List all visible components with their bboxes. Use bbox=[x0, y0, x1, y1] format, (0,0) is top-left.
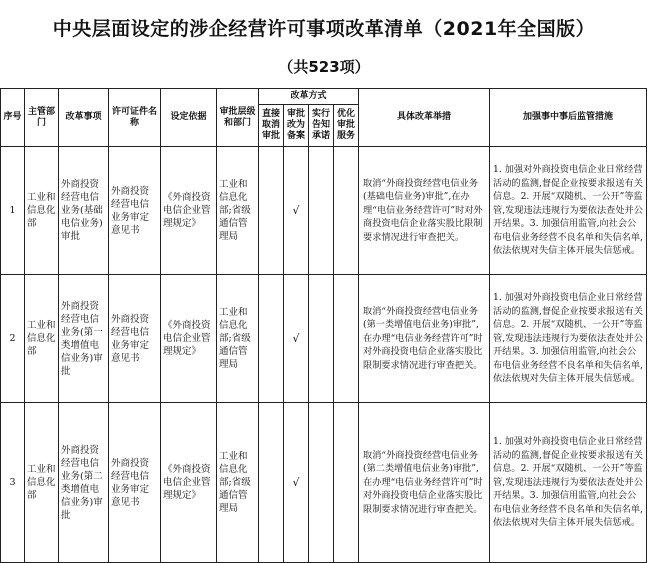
cell-item: 外商投资经营电信业务(第二类增值电信业务)审批 bbox=[59, 403, 109, 563]
header-row-top bbox=[1, 89, 647, 105]
cell-cert: 外商投资经营电信业务审定意见书 bbox=[109, 403, 161, 563]
header-item: 改革事项 bbox=[59, 89, 109, 147]
header-cancel: 直接取消审批 bbox=[259, 105, 284, 147]
cell-level: 工业和信息化部;省级通信管理局 bbox=[217, 403, 259, 563]
cell-cert: 外商投资经营电信业务审定意见书 bbox=[109, 275, 161, 403]
cell-filing-check: √ bbox=[284, 275, 309, 403]
cell-basis: 《外商投资电信企业管理规定》 bbox=[161, 403, 217, 563]
header-commitment: 实行告知承诺 bbox=[309, 105, 334, 147]
document-title: 中央层面设定的涉企经营许可事项改革清单（2021年全国版） bbox=[52, 18, 596, 40]
cell-level: 工业和信息化部;省级通信管理局 bbox=[217, 275, 259, 403]
cell-measures: 取消“外商投资经营电信业务(第一类增值电信业务)审批”,在办理“电信业务经营许可”时对外商投资电信企业落实股比限制要求情况进行审查把关。 bbox=[359, 275, 490, 403]
cell-commitment bbox=[309, 147, 334, 275]
cell-measures: 取消“外商投资经营电信业务(基础电信业务)审批”,在办理“电信业务经营许可”时对外商投资电信企业落实股比限制要求情况进行审查把关。 bbox=[359, 147, 490, 275]
cell-cancel bbox=[259, 147, 284, 275]
cell-commitment bbox=[309, 403, 334, 563]
cell-basis: 《外商投资电信企业管理规定》 bbox=[161, 147, 217, 275]
cell-dept: 工业和信息化部 bbox=[25, 275, 59, 403]
cell-measures: 取消“外商投资经营电信业务(第二类增值电信业务)审批”,在办理“电信业务经营许可”时对外商投资电信企业落实股比限制要求情况进行审查把关。 bbox=[359, 403, 490, 563]
cell-filing-check: √ bbox=[284, 147, 309, 275]
document-subtitle: （共523项） bbox=[278, 58, 370, 76]
cell-seq: 1 bbox=[1, 147, 25, 275]
header-reform-method: 改革方式 bbox=[259, 89, 359, 105]
cell-supervision: 1. 加强对外商投资电信企业日常经营活动的监测,督促企业按要求报送有关信息。2. 开展“双随机、一公开”等监管,发现违法违规行为要依法查处并公开结果。3. 加强信用监管,向社会公布电信业务经营不良名单和失信名单,依法依规对失信主体开展失信惩戒。 bbox=[490, 275, 647, 403]
cell-seq: 2 bbox=[1, 275, 25, 403]
cell-cancel bbox=[259, 275, 284, 403]
cell-item: 外商投资经营电信业务(第一类增值电信业务)审批 bbox=[59, 275, 109, 403]
cell-level: 工业和信息化部;省级通信管理局 bbox=[217, 147, 259, 275]
cell-supervision: 1. 加强对外商投资电信企业日常经营活动的监测,督促企业按要求报送有关信息。2. 开展“双随机、一公开”等监管,发现违法违规行为要依法查处并公开结果。3. 加强信用监管,向社会公布电信业务经营不良名单和失信名单,依法依规对失信主体开展失信惩戒。 bbox=[490, 403, 647, 563]
header-optimize: 优化审批服务 bbox=[334, 105, 359, 147]
cell-seq: 3 bbox=[1, 403, 25, 563]
cell-commitment bbox=[309, 275, 334, 403]
table-row bbox=[1, 147, 647, 275]
table-row bbox=[1, 275, 647, 403]
header-dept: 主管部门 bbox=[25, 89, 59, 147]
cell-cert: 外商投资经营电信业务审定意见书 bbox=[109, 147, 161, 275]
cell-dept: 工业和信息化部 bbox=[25, 147, 59, 275]
header-level: 审批层级和部门 bbox=[217, 89, 259, 147]
cell-dept: 工业和信息化部 bbox=[25, 403, 59, 563]
header-filing: 审批改为备案 bbox=[284, 105, 309, 147]
table-row bbox=[1, 403, 647, 563]
cell-optimize bbox=[334, 147, 359, 275]
header-seq: 序号 bbox=[1, 89, 25, 147]
header-supervision: 加强事中事后监管措施 bbox=[490, 89, 647, 147]
cell-filing-check: √ bbox=[284, 403, 309, 563]
cell-cancel bbox=[259, 403, 284, 563]
reform-list-table bbox=[0, 88, 647, 563]
cell-item: 外商投资经营电信业务(基础电信业务)审批 bbox=[59, 147, 109, 275]
cell-supervision: 1. 加强对外商投资电信企业日常经营活动的监测,督促企业按要求报送有关信息。2. 开展“双随机、一公开”等监管,发现违法违规行为要依法查处并公开结果。3. 加强信用监管,向社会公布电信业务经营不良名单和失信名单,依法依规对失信主体开展失信惩戒。 bbox=[490, 147, 647, 275]
cell-optimize bbox=[334, 403, 359, 563]
header-basis: 设定依据 bbox=[161, 89, 217, 147]
header-measures: 具体改革举措 bbox=[359, 89, 490, 147]
cell-basis: 《外商投资电信企业管理规定》 bbox=[161, 275, 217, 403]
cell-optimize bbox=[334, 275, 359, 403]
header-cert: 许可证件名称 bbox=[109, 89, 161, 147]
